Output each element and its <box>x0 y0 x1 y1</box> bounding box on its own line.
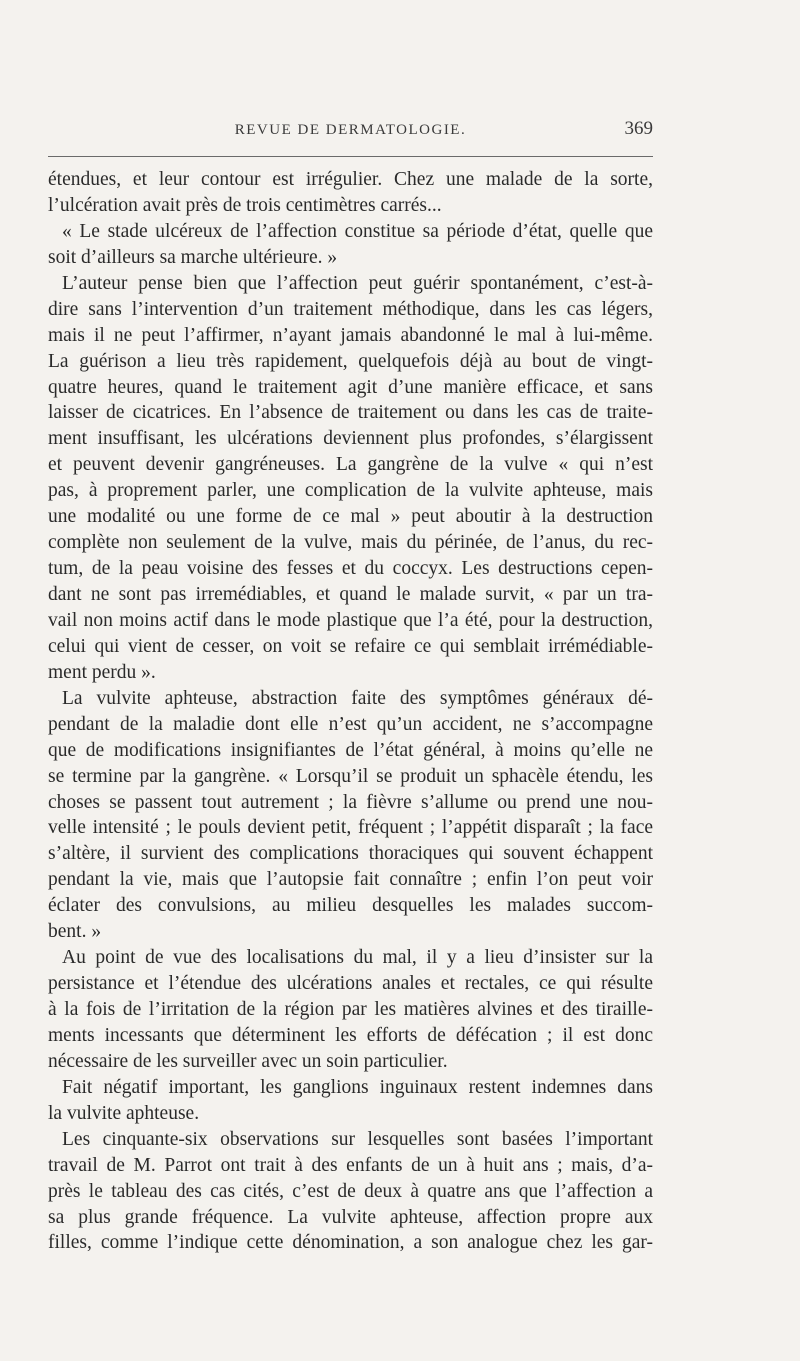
text-line: pas, à proprement parler, une complication de la vulvite aphteuse, mais <box>48 480 653 502</box>
text-line: soit d’ailleurs sa marche ultérieure. » <box>48 246 338 268</box>
text-line: étendues, et leur contour est irrégulier. Chez une malade de la sorte, <box>48 169 653 190</box>
text-line: à la fois de l’irritation de la région par les matières alvines et des tiraille- <box>48 999 653 1020</box>
text-line: travail de M. Parrot ont trait à des enfants de un à huit ans ; mais, d’a- <box>48 1154 653 1176</box>
journal-title: REVUE DE DERMATOLOGIE. <box>234 122 467 138</box>
text-line: ments incessants que déterminent les efforts de défécation ; il est donc <box>48 1024 653 1046</box>
text-line: et peuvent devenir gangréneuses. La gangrène de la vulve « qui n’est <box>48 454 653 476</box>
text-line: une modalité ou une forme de ce mal » peut aboutir à la destruction <box>48 506 653 528</box>
text-line: dant ne sont pas irremédiables, et quand le malade survit, « par un tra- <box>48 584 653 605</box>
text-line: velle intensité ; le pouls devient petit, fréquent ; l’appétit disparaît ; la face <box>48 817 653 839</box>
text-line: vail non moins actif dans le mode plastique que l’a été, pour la destruction, <box>48 609 653 631</box>
running-header <box>48 118 653 144</box>
text-line: quatre heures, quand le traitement agit d’une manière efficace, et sans <box>48 376 653 398</box>
page-number: 369 <box>624 118 653 139</box>
text-line: dire sans l’intervention d’un traitement méthodique, dans les cas légers, <box>48 298 653 320</box>
text-line: s’altère, il survient des complications thoraciques qui souvent échappent <box>48 843 653 865</box>
text-line: ment insuffisant, les ulcérations deviennent plus profondes, s’élargissent <box>48 428 653 450</box>
text-line: La guérison a lieu très rapidement, quelquefois déjà au bout de vingt- <box>48 350 653 372</box>
header-rule <box>48 156 653 157</box>
body-text <box>48 167 653 1256</box>
text-line: la vulvite aphteuse. <box>48 1102 200 1124</box>
text-line: ment perdu ». <box>48 661 156 683</box>
text-line: éclater des convulsions, au milieu desquelles les malades succom- <box>48 895 653 917</box>
text-line: sa plus grande fréquence. La vulvite aphteuse, affection propre aux <box>48 1206 653 1228</box>
text-line: pendant la vie, mais que l’autopsie fait connaître ; enfin l’on peut voir <box>48 869 653 891</box>
text-line: tum, de la peau voisine des fesses et du coccyx. Les destructions cepen- <box>48 558 653 580</box>
text-line: La vulvite aphteuse, abstraction faite des symptômes généraux dé- <box>62 687 653 709</box>
text-line: mais il ne peut l’affirmer, n’ayant jamais abandonné le mal à lui-même. <box>48 324 653 346</box>
text-line: nécessaire de les surveiller avec un soin particulier. <box>48 1050 448 1072</box>
text-line: près le tableau des cas cités, c’est de deux à quatre ans que l’affection a <box>48 1180 653 1202</box>
text-line: choses se passent tout autrement ; la fièvre s’allume ou prend une nou- <box>48 791 653 813</box>
text-line: persistance et l’étendue des ulcérations anales et rectales, ce qui résulte <box>48 973 653 995</box>
text-line: L’auteur pense bien que l’affection peut guérir spontanément, c’est-à- <box>62 272 653 294</box>
text-line: « Le stade ulcéreux de l’affection constitue sa période d’état, quelle que <box>62 220 653 242</box>
text-line: l’ulcération avait près de trois centimètres carrés... <box>48 194 442 216</box>
text-line: pendant de la maladie dont elle n’est qu’un accident, ne s’accompagne <box>48 713 653 735</box>
text-line: se termine par la gangrène. « Lorsqu’il se produit un sphacèle étendu, les <box>48 765 653 787</box>
text-line: celui qui vient de cesser, on voit se refaire ce qui semblait irrémédiable- <box>48 635 653 657</box>
text-line: laisser de cicatrices. En l’absence de traitement ou dans les cas de traite- <box>48 402 653 424</box>
text-line: que de modifications insignifiantes de l’état général, à moins qu’elle ne <box>48 739 653 761</box>
text-line: Les cinquante-six observations sur lesquelles sont basées l’important <box>62 1128 653 1150</box>
text-line: filles, comme l’indique cette dénomination, a son analogue chez les gar- <box>48 1232 653 1254</box>
text-line: complète non seulement de la vulve, mais du périnée, de l’anus, du rec- <box>48 532 653 554</box>
text-line: Fait négatif important, les ganglions inguinaux restent indemnes dans <box>62 1076 653 1098</box>
text-line: bent. » <box>48 921 102 943</box>
text-line: Au point de vue des localisations du mal, il y a lieu d’insister sur la <box>62 947 653 969</box>
